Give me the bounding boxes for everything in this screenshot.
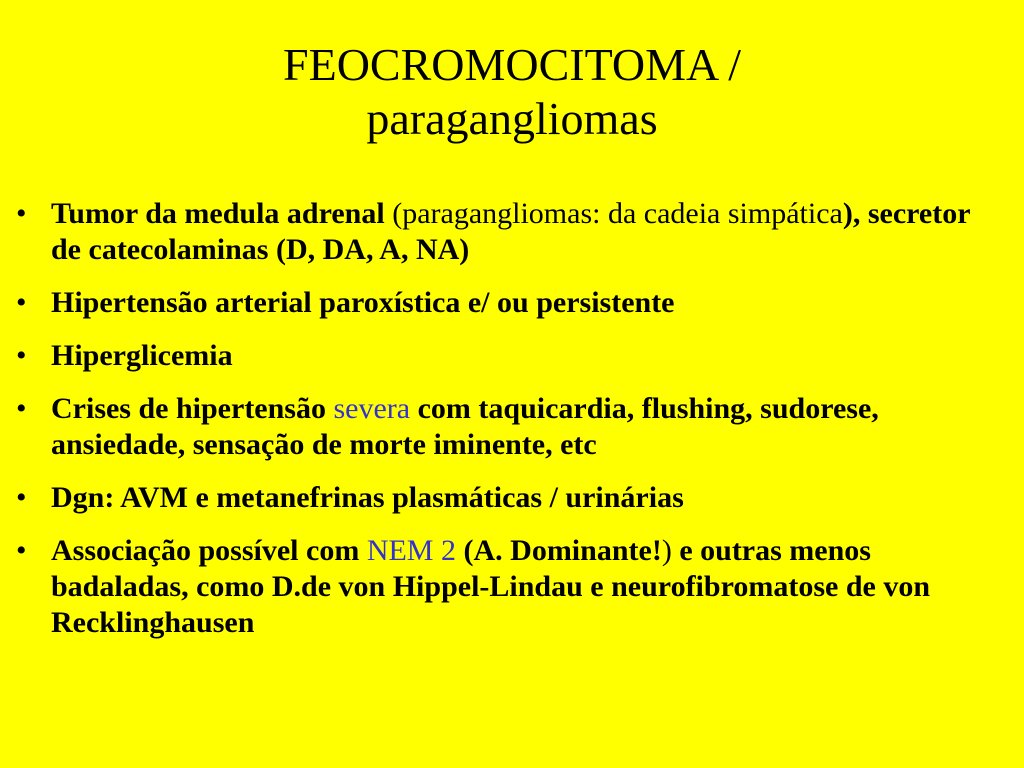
bullet-item-crises <box>14 391 1004 463</box>
bullet-text-bold: Tumor da medula adrenal <box>51 197 385 230</box>
bullet-text-bold: ), secretor de catecolaminas (D, DA, A, NA) <box>51 197 970 266</box>
slide-title <box>0 38 1024 146</box>
bullet-item-hiperglicemia <box>14 338 1004 374</box>
bullet-text-bold: Crises de hipertensão <box>51 392 334 425</box>
bullet-item-diagnostico <box>14 480 1004 516</box>
bullet-text-bold: Dgn: AVM e metanefrinas plasmáticas / urinárias <box>51 481 684 514</box>
bullet-text-bold: Hiperglicemia <box>51 339 233 372</box>
bullet-text-normal: (paragangliomas: da cadeia simpática <box>384 197 843 230</box>
bullet-icon: • <box>16 392 27 425</box>
bullet-icon: • <box>16 197 27 230</box>
bullet-text-bold: A. Dominante! <box>473 534 662 567</box>
bullet-text-bold: Associação possível com <box>51 534 367 567</box>
bullet-text-highlight: NEM 2 <box>366 534 456 567</box>
bullet-text-highlight: severa <box>333 392 411 425</box>
bullet-item-tumor <box>14 196 1004 268</box>
bullet-text-normal: ) <box>661 534 672 567</box>
bullet-item-hipertensao <box>14 285 1004 321</box>
bullet-list <box>14 196 1004 658</box>
bullet-item-associacao <box>14 533 1004 641</box>
slide-title-line-2: paragangliomas <box>366 93 658 144</box>
bullet-icon: • <box>16 534 27 567</box>
bullet-icon: • <box>16 481 27 514</box>
bullet-text-bold: ( <box>455 534 474 567</box>
bullet-text-bold: com taquicardia, flushing, sudorese, ansiedade, sensação de morte iminente, etc <box>51 392 879 461</box>
bullet-icon: • <box>16 286 27 319</box>
bullet-text-bold: e outras menos badaladas, como D.de von Hippel-Lindau e neurofibromatose de von Recklinghausen <box>51 534 931 639</box>
bullet-text-bold: Hipertensão arterial paroxística e/ ou persistente <box>51 286 675 319</box>
slide-title-line-1: FEOCROMOCITOMA / <box>283 39 741 90</box>
bullet-icon: • <box>16 339 27 372</box>
